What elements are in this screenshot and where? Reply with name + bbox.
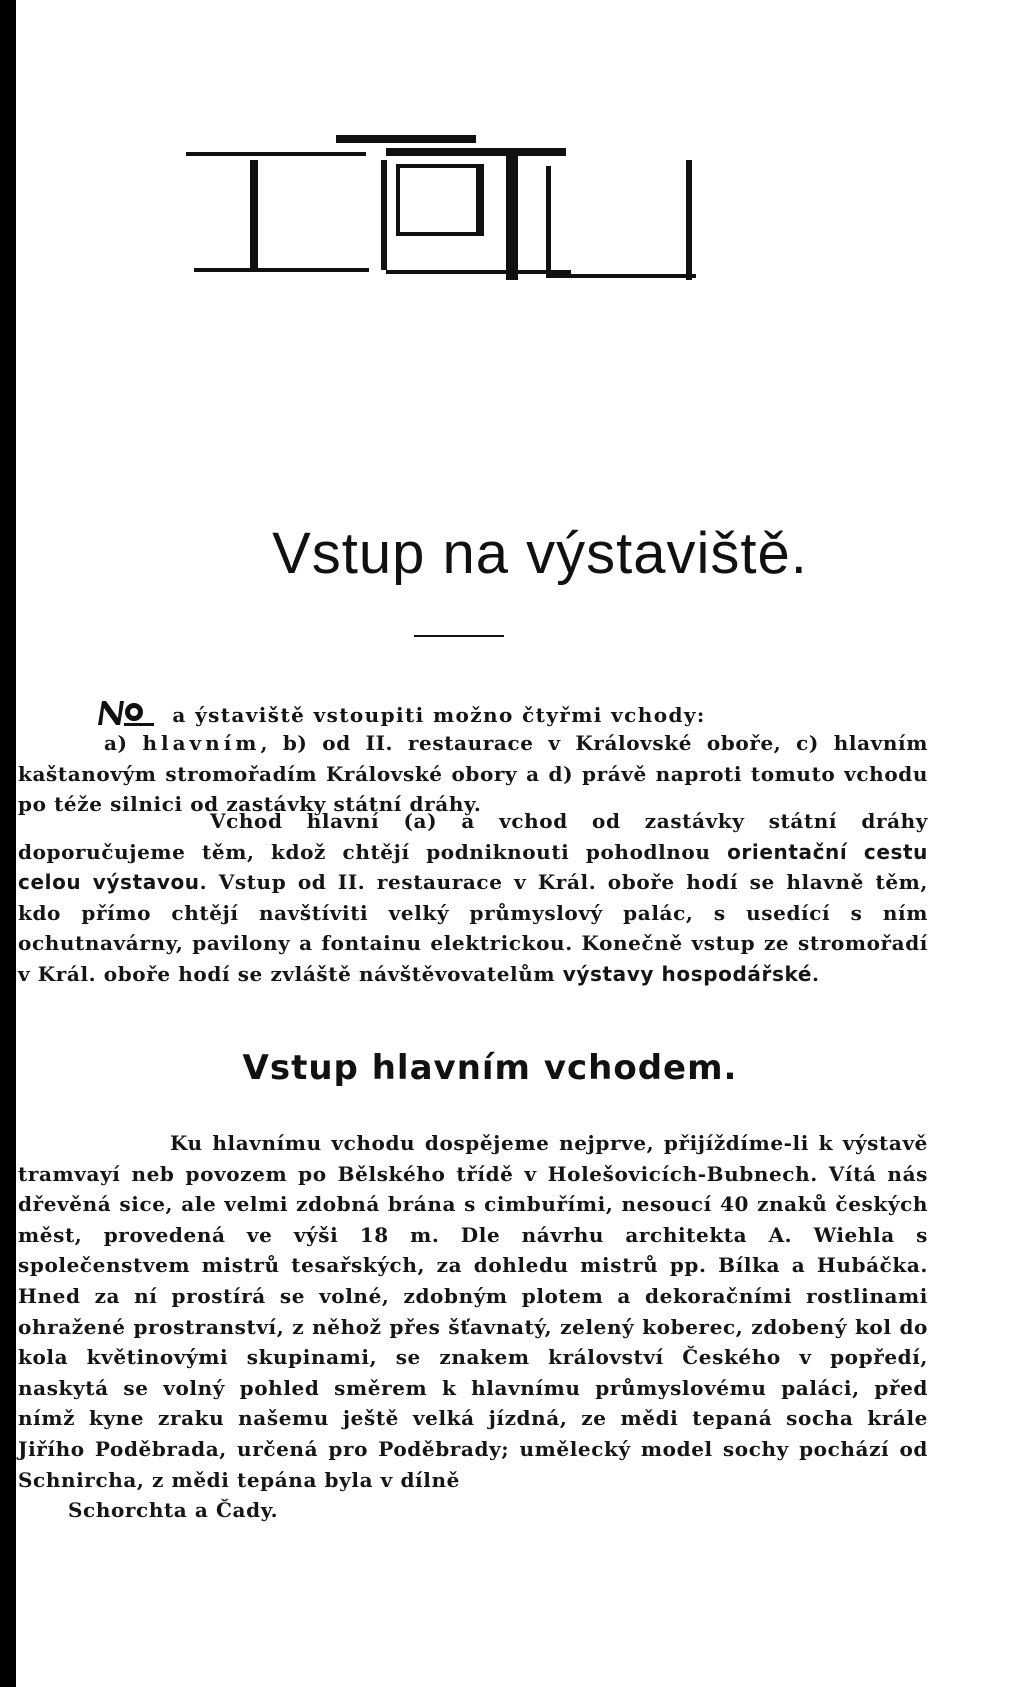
entrances-rest: , b) od II. restaurace v Královské oboře, c) hlavním kaštanovým stromořadím Královské obory a d) právě naproti tomuto vchodu po téže silnici od zastávky státní dráhy. [18,731,929,817]
intro-text: a ýstaviště vstoupiti možno čtyřmi vchody: [172,703,706,727]
entrance-a-prefix: a) [104,731,143,755]
agricultural-exhibition-emphasis: výstavy hospodářské [562,961,813,986]
orientation-tour-emphasis: orientační cestu celou výstavou [18,839,928,895]
recommendation-part2: . Vstup od II. restaurace v Král. oboře hodí se hlavně těm, kdo přímo chtějí navštíviti velký průmyslový palác, s usedící s ním ochutnavárny, pavilony a fontainu elektrickou. Konečně vstup ze stromořadí v Král. oboře hodí se zvláště návštěvovatelům [18,870,928,986]
intro-first-line [94,698,706,728]
title-divider [414,635,504,637]
recommendation-part1: Vchod hlavní (a) a vchod od zastávky státní dráhy doporučujeme těm, kdož chtějí podniknouti pohodlnou [18,809,928,864]
paragraph-main-entrance [18,1128,928,1526]
header-ornament-icon [186,130,746,310]
recommendation-part3: . [812,961,820,986]
section-heading: Vstup hlavním vchodem. [242,1048,738,1088]
entrance-a-label: hlavním [142,731,261,755]
paragraph-recommendation [18,806,928,990]
book-page [16,0,1024,1687]
page-title: Vstup na výstaviště. [272,521,808,586]
main-entrance-last-line: Schorchta a Čady. [68,1498,279,1523]
main-entrance-body: Ku hlavnímu vchodu dospějeme nejprve, přijíždíme-li k výstavě tramvayí neb povozem po Bělského třídě v Holešovicích-Bubnech. Vítá nás dřevěná sice, ale velmi zdobná brána s cimbuřími, nesoucí 40 znaků českých měst, provedená ve výši 18 m. Dle návrhu architekta A. Wiehla s společenstvem mistrů tesařských, za dohledu mistrů pp. Bílka a Hubáčka. Hned za ní prostírá se volné, zdobným plotem a dekoračními rostlinami ohražené prostranství, z něhož přes šťavnatý, zelený koberec, zdobený kol do kola květinovými skupinami, se znakem království Českého v popředí, naskytá se volný pohled směrem k hlavnímu průmyslovému paláci, před nímž kyne zraku našemu ještě velká jízdná, ze mědi tepaná socha krále Jiřího Poděbrada, určená pro Poděbrady; umělecký model sochy pochází od Schnircha, z mědi tepána byla v dílně [18,1131,928,1492]
ornamental-initial-icon [94,698,156,728]
